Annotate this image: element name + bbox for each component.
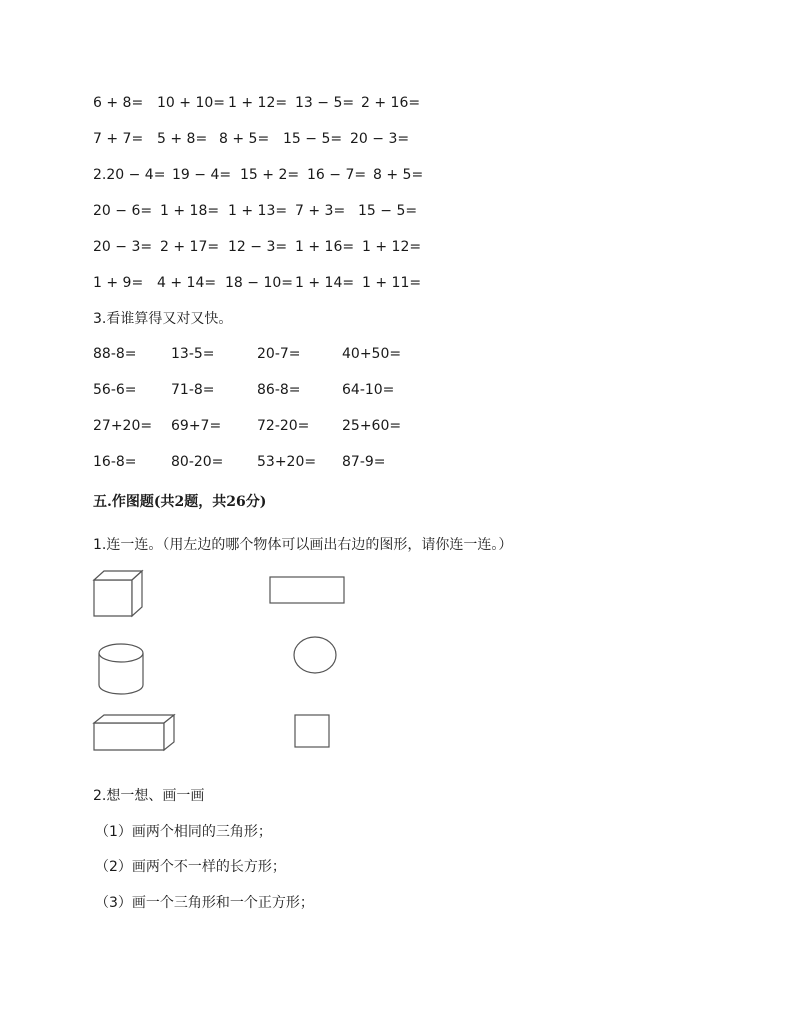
q3-item: 13-5= <box>171 346 215 362</box>
drill-item: 15 − 5= <box>283 131 343 147</box>
cube-icon <box>94 571 142 616</box>
drill-item: 7 + 3= <box>295 203 346 219</box>
q2-item: （3）画一个三角形和一个正方形； <box>95 895 314 911</box>
question-1-title: 1.连一连。（用左边的哪个物体可以画出右边的图形，请你连一连。） <box>93 537 513 553</box>
drill-item: 1 + 9= <box>93 275 144 291</box>
q3-item: 80-20= <box>171 454 224 470</box>
drill-item: 8 + 5= <box>373 167 424 183</box>
q3-item: 86-8= <box>257 382 301 398</box>
circle-icon <box>294 637 336 673</box>
drill-item: 6 + 8= <box>93 95 144 111</box>
drill-item: 1 + 18= <box>160 203 220 219</box>
square-icon <box>295 715 329 747</box>
drill-item: 2 + 16= <box>361 95 421 111</box>
drill-item: 4 + 14= <box>157 275 217 291</box>
rectangle-icon <box>270 577 344 603</box>
drill-item: 1 + 16= <box>295 239 355 255</box>
q3-item: 69+7= <box>171 418 222 434</box>
q3-item: 27+20= <box>93 418 153 434</box>
q3-item: 53+20= <box>257 454 317 470</box>
drill-item: 1 + 11= <box>362 275 422 291</box>
shapes-svg <box>80 560 380 760</box>
drill-item: 20 − 6= <box>93 203 153 219</box>
question-2-title: 2.想一想、画一画 <box>93 788 205 804</box>
drill-item: 2 + 17= <box>160 239 220 255</box>
drill-item: 13 − 5= <box>295 95 355 111</box>
drill-item: 16 − 7= <box>307 167 367 183</box>
drill-item: 12 − 3= <box>228 239 288 255</box>
drill-item: 15 − 5= <box>358 203 418 219</box>
drill-item: 20 − 3= <box>350 131 410 147</box>
cuboid-icon <box>94 715 174 750</box>
shape-matching-area <box>80 560 380 760</box>
question-3-title: 3.看谁算得又对又快。 <box>93 311 233 327</box>
drill-item: 1 + 14= <box>295 275 355 291</box>
drill-item: 7 + 7= <box>93 131 144 147</box>
q3-item: 72-20= <box>257 418 310 434</box>
q3-item: 25+60= <box>342 418 402 434</box>
q3-item: 71-8= <box>171 382 215 398</box>
q3-item: 64-10= <box>342 382 395 398</box>
q3-item: 16-8= <box>93 454 137 470</box>
q2-item: （2）画两个不一样的长方形； <box>95 859 286 875</box>
q3-item: 40+50= <box>342 346 402 362</box>
drill-item: 2.20 − 4= <box>93 167 166 183</box>
cylinder-icon <box>99 644 143 694</box>
drill-item: 18 − 10= <box>225 275 293 291</box>
q3-item: 56-6= <box>93 382 137 398</box>
q3-item: 20-7= <box>257 346 301 362</box>
q2-item: （1）画两个相同的三角形； <box>95 824 272 840</box>
q3-item: 88-8= <box>93 346 137 362</box>
drill-item: 20 − 3= <box>93 239 153 255</box>
q3-item: 87-9= <box>342 454 386 470</box>
drill-item: 10 + 10= <box>157 95 225 111</box>
section-5-heading: 五.作图题(共2题，共26分) <box>93 494 267 510</box>
drill-item: 1 + 13= <box>228 203 288 219</box>
drill-item: 8 + 5= <box>219 131 270 147</box>
drill-item: 1 + 12= <box>228 95 288 111</box>
drill-item: 5 + 8= <box>157 131 208 147</box>
drill-item: 15 + 2= <box>240 167 300 183</box>
drill-item: 19 − 4= <box>172 167 232 183</box>
drill-item: 1 + 12= <box>362 239 422 255</box>
